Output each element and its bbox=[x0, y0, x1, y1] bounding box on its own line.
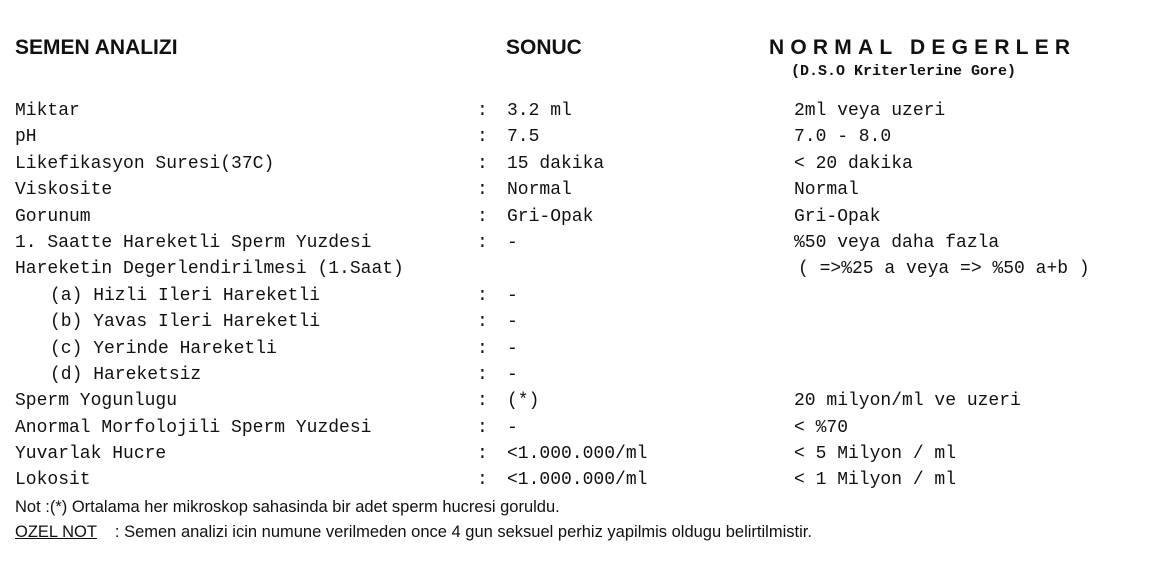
table-row bbox=[15, 98, 1145, 124]
row-label: pH bbox=[15, 127, 37, 148]
table-row bbox=[15, 441, 1145, 467]
row-normal-value: ( =>%25 a veya => %50 a+b ) bbox=[798, 259, 1090, 280]
row-result: - bbox=[507, 232, 518, 253]
row-label: Miktar bbox=[15, 101, 80, 121]
row-label: Likefikasyon Suresi(37C) bbox=[15, 153, 275, 174]
normal-values-heading: NORMAL DEGERLER bbox=[769, 36, 1077, 59]
table-row bbox=[15, 362, 1145, 388]
row-normal-value: 2ml veya uzeri bbox=[794, 101, 946, 121]
row-colon: : bbox=[477, 470, 488, 491]
footnote: Not :(*) Ortalama her mikroskop sahasinda bir adet sperm hucresi goruldu. bbox=[15, 498, 560, 516]
row-result: - bbox=[507, 417, 518, 438]
table-row bbox=[15, 467, 1145, 493]
row-label: Lokosit bbox=[15, 470, 91, 491]
results-table bbox=[15, 98, 1145, 494]
row-result: 15 dakika bbox=[507, 153, 605, 174]
row-colon: : bbox=[477, 206, 488, 227]
row-label: (c) Yerinde Hareketli bbox=[50, 338, 277, 359]
table-row bbox=[15, 256, 1145, 282]
row-normal-value: 7.0 - 8.0 bbox=[794, 127, 892, 148]
row-result: - bbox=[507, 312, 518, 333]
row-result: 3.2 ml bbox=[507, 101, 572, 121]
row-label: Gorunum bbox=[15, 206, 91, 227]
row-normal-value: < 1 Milyon / ml bbox=[794, 470, 957, 491]
row-colon: : bbox=[477, 417, 488, 438]
special-note-text: : Semen analizi icin numune verilmeden once 4 gun seksuel perhiz yapilmis oldugu belirtilmistir. bbox=[114, 523, 812, 541]
table-row bbox=[15, 177, 1145, 203]
row-colon: : bbox=[477, 101, 488, 121]
row-label: 1. Saatte Hareketli Sperm Yuzdesi bbox=[15, 232, 372, 253]
table-row bbox=[15, 230, 1145, 256]
row-normal-value: 20 milyon/ml ve uzeri bbox=[794, 391, 1021, 412]
special-note bbox=[15, 523, 812, 542]
row-colon: : bbox=[477, 338, 488, 359]
table-row bbox=[15, 151, 1145, 177]
table-row bbox=[15, 309, 1145, 335]
row-colon: : bbox=[477, 232, 488, 253]
row-normal-value: < 5 Milyon / ml bbox=[794, 444, 957, 465]
table-row bbox=[15, 388, 1145, 414]
row-label: Yuvarlak Hucre bbox=[15, 444, 167, 465]
result-heading: SONUC bbox=[506, 36, 582, 59]
normal-values-subheading: (D.S.O Kriterlerine Gore) bbox=[791, 63, 1017, 80]
table-row bbox=[15, 415, 1145, 441]
row-colon: : bbox=[477, 312, 488, 333]
row-normal-value: %50 veya daha fazla bbox=[794, 232, 1000, 253]
row-result: - bbox=[507, 285, 518, 306]
row-result: <1.000.000/ml bbox=[507, 470, 648, 491]
row-result: Gri-Opak bbox=[507, 206, 594, 227]
row-normal-value: < 20 dakika bbox=[794, 153, 913, 174]
row-colon: : bbox=[477, 391, 488, 412]
table-row bbox=[15, 283, 1145, 309]
table-row bbox=[15, 204, 1145, 230]
table-row bbox=[15, 336, 1145, 362]
row-label: (a) Hizli Ileri Hareketli bbox=[50, 285, 321, 306]
row-colon: : bbox=[477, 364, 488, 385]
row-label: (d) Hareketsiz bbox=[50, 364, 202, 385]
special-note-label: OZEL NOT bbox=[15, 523, 97, 541]
row-colon: : bbox=[477, 180, 488, 201]
row-result: <1.000.000/ml bbox=[507, 444, 648, 465]
row-normal-value: Normal bbox=[794, 180, 859, 201]
row-result: (*) bbox=[507, 391, 540, 412]
row-colon: : bbox=[477, 127, 488, 148]
row-result: 7.5 bbox=[507, 127, 540, 148]
report-title: SEMEN ANALIZI bbox=[15, 36, 178, 59]
row-colon: : bbox=[477, 285, 488, 306]
row-label: (b) Yavas Ileri Hareketli bbox=[50, 312, 321, 333]
row-colon: : bbox=[477, 153, 488, 174]
row-normal-value: < %70 bbox=[794, 417, 849, 438]
row-result: - bbox=[507, 338, 518, 359]
row-result: - bbox=[507, 364, 518, 385]
row-label: Anormal Morfolojili Sperm Yuzdesi bbox=[15, 417, 372, 438]
table-row bbox=[15, 124, 1145, 150]
row-colon: : bbox=[477, 444, 488, 465]
row-label: Hareketin Degerlendirilmesi (1.Saat) bbox=[15, 259, 404, 280]
row-label: Sperm Yogunlugu bbox=[15, 391, 178, 412]
row-result: Normal bbox=[507, 180, 572, 201]
row-label: Viskosite bbox=[15, 180, 113, 201]
row-normal-value: Gri-Opak bbox=[794, 206, 881, 227]
